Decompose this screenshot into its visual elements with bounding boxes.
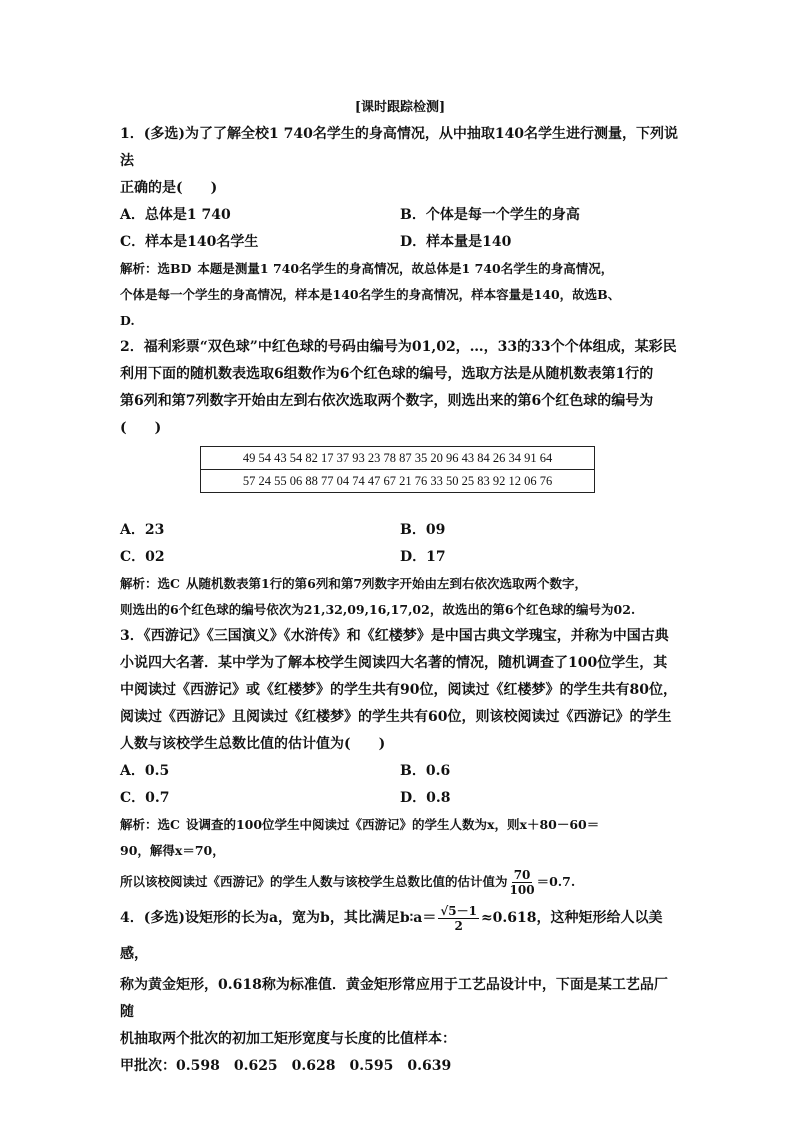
question-3-solution-line-3 [120, 864, 680, 900]
stem-text: 4．(多选)设矩形的长为a，宽为b，其比满足b∶a＝ [120, 910, 437, 926]
question-1-solution-line-1 [120, 256, 680, 282]
question-3-solution-line-1 [120, 812, 680, 838]
question-3-stem-line-4: 阅读过《西游记》且阅读过《红楼梦》的学生共有60位，则该校阅读过《西游记》的学生 [120, 709, 672, 725]
solution-tag: 解析：选C [120, 576, 180, 591]
question-3-options-row-1 [120, 758, 680, 785]
page-title: [课时跟踪检测] [354, 100, 446, 115]
question-1-options-row-2 [120, 229, 680, 256]
fraction-numerator: 70 [513, 868, 531, 882]
question-1-stem-line-2: 正确的是( ) [120, 180, 218, 196]
solution-tag: 解析：选BD [120, 261, 192, 276]
table-row [201, 470, 595, 493]
option-d: D．17 [400, 549, 446, 565]
fraction [510, 868, 535, 897]
solution-text: 所以该校阅读过《西游记》的学生人数与该校学生总数比值的估计值为 [120, 874, 508, 889]
question-2-stem-line-3: 第6列和第7列数字开始由左到右依次选取两个数字，则选出来的第6个红色球的编号为 [120, 393, 654, 409]
option-a: A．总体是1 740 [120, 207, 231, 223]
fraction-denominator: 2 [454, 918, 463, 933]
question-3-stem-line-2: 小说四大名著．某中学为了解本校学生阅读四大名著的情况，随机调查了100位学生，其 [120, 655, 668, 671]
option-b: B．0.6 [400, 763, 451, 779]
question-2-options-row-1 [120, 517, 680, 544]
option-c: C．02 [120, 549, 165, 565]
question-2-solution-line-2: 则选出的6个红色球的编号依次为21,32,09,16,17,02，故选出的第6个红色球的编号为02. [120, 602, 636, 617]
question-2-stem-line-4: ( ) [120, 420, 162, 436]
question-2 [120, 334, 680, 623]
option-a: A．23 [120, 522, 165, 538]
stem-text: ≈0.618，这种矩形给人以美感， [120, 910, 663, 962]
question-4-stem-line-3: 机抽取两个批次的初加工矩形宽度与长度的比值样本： [120, 1031, 456, 1047]
option-c: C．样本是140名学生 [120, 234, 259, 250]
option-b: B．09 [400, 522, 446, 538]
solution-tag: 解析：选C [120, 817, 180, 832]
solution-text: ＝0.7. [536, 874, 576, 889]
question-1-solution-line-3: D. [120, 313, 135, 328]
question-3-stem-line-5: 人数与该校学生总数比值的估计值为( ) [120, 736, 386, 752]
question-1-stem-line-1: 1．(多选)为了了解全校1 740名学生的身高情况，从中抽取140名学生进行测量，下列说法 [120, 126, 679, 169]
question-2-stem-line-1: 2．福利彩票“双色球”中红色球的号码由编号为01,02，…，33的33个个体组成，某彩民 [120, 339, 677, 355]
table-cell: 57 24 55 06 88 77 04 74 47 67 21 76 33 50 25 83 92 12 06 76 [201, 470, 595, 493]
question-3-solution-line-2: 90，解得x＝70， [120, 843, 225, 858]
question-4 [120, 900, 680, 1080]
option-a: A．0.5 [120, 763, 170, 779]
table-cell: 49 54 43 54 82 17 37 93 23 78 87 35 20 96 43 84 26 34 91 64 [201, 447, 595, 470]
random-number-table [200, 446, 595, 493]
question-1-options-row-1 [120, 202, 680, 229]
fraction-numerator: √5－1 [440, 903, 477, 918]
question-4-stem-line-1 [120, 900, 680, 972]
fraction [438, 904, 479, 933]
option-b: B．个体是每一个学生的身高 [400, 207, 580, 223]
question-4-stem-line-4: 甲批次：0.598 0.625 0.628 0.595 0.639 [120, 1058, 452, 1074]
question-2-solution-line-1 [120, 571, 680, 597]
table-row [201, 447, 595, 470]
question-2-options-row-2 [120, 544, 680, 571]
question-1-solution-line-2: 个体是每一个学生的身高情况，样本是140名学生的身高情况，样本容量是140，故选B、 [120, 287, 621, 302]
solution-text: 设调查的100位学生中阅读过《西游记》的学生人数为x，则x＋80－60＝ [185, 817, 600, 832]
question-3-options-row-2 [120, 785, 680, 812]
option-d: D．样本量是140 [400, 234, 512, 250]
question-3 [120, 623, 680, 900]
option-c: C．0.7 [120, 790, 170, 806]
solution-text: 从随机数表第1行的第6列和第7列数字开始由左到右依次选取两个数字， [185, 576, 588, 591]
worksheet-page [120, 96, 680, 1080]
option-d: D．0.8 [400, 790, 451, 806]
question-4-stem-line-2: 称为黄金矩形，0.618称为标准值．黄金矩形常应用于工艺品设计中，下面是某工艺品厂随 [120, 977, 668, 1020]
question-1 [120, 121, 680, 334]
question-2-stem-line-2: 利用下面的随机数表选取6组数作为6个红色球的编号，选取方法是从随机数表第1行的 [120, 366, 654, 382]
question-3-stem-line-1: 3．《西游记》《三国演义》《水浒传》和《红楼梦》是中国古典文学瑰宝，并称为中国古典 [120, 628, 669, 644]
question-3-stem-line-3: 中阅读过《西游记》或《红楼梦》的学生共有90位，阅读过《红楼梦》的学生共有80位， [120, 682, 677, 698]
fraction-denominator: 100 [509, 883, 535, 897]
solution-text: 本题是测量1 740名学生的身高情况，故总体是1 740名学生的身高情况， [197, 261, 614, 276]
